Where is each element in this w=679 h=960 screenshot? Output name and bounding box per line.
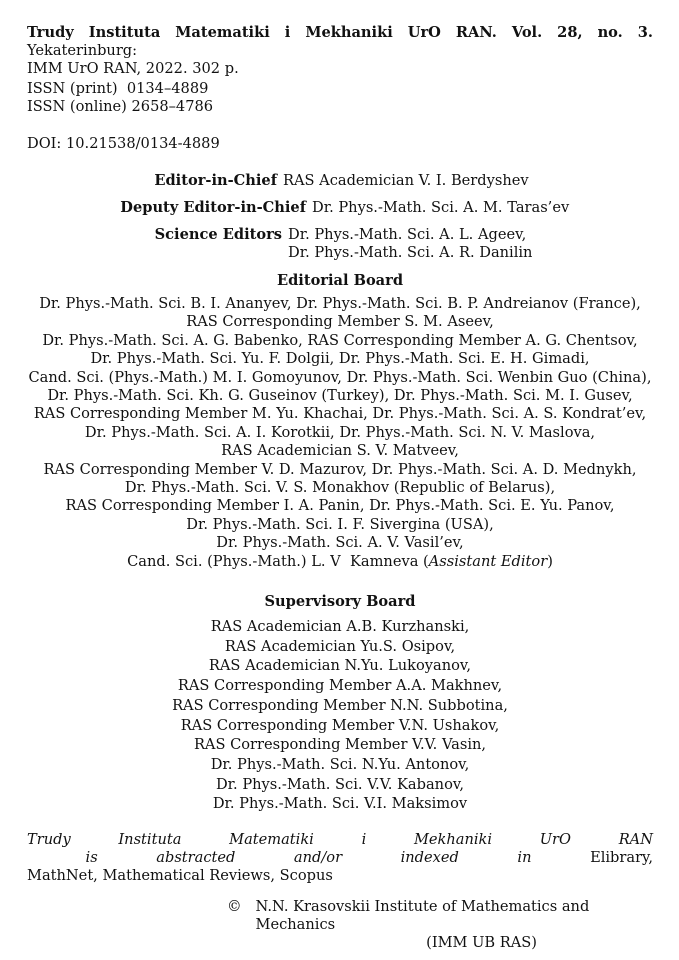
citation-line-2: IMM UrO RAN, 2022. 302 p.: [27, 60, 239, 77]
deputy-editor-row: [27, 199, 653, 217]
doi: DOI: 10.21538/0134-4889: [27, 135, 220, 152]
board-line: Dr. Phys.-Math. Sci. B. I. Ananyev, Dr. Phys.-Math. Sci. B. P. Andreianov (France),: [39, 295, 641, 312]
editor-in-chief-value: RAS Academician V. I. Berdyshev: [283, 172, 529, 189]
science-editors-row: [27, 226, 653, 262]
indexing-line-2: MathNet, Mathematical Reviews, Scopus: [27, 867, 333, 884]
publication-place: Yekaterinburg:: [27, 42, 138, 59]
board-line: Cand. Sci. (Phys.-Math.) M. I. Gomoyunov, Dr. Phys.-Math. Sci. Wenbin Guo (China),: [28, 368, 652, 386]
journal-citation: Trudy Instituta Matematiki i Mekhaniki UrO RAN. Vol. 28, no. 3.: [27, 24, 653, 41]
board-line: Dr. Phys.-Math. Sci. A. V. Vasil’ev,: [216, 534, 464, 552]
board-line: RAS Corresponding Member M. Yu. Khachai, Dr. Phys.-Math. Sci. A. S. Kondrat’ev,: [33, 405, 647, 423]
indexing-databases-start: Elibrary,: [590, 849, 653, 866]
supervisory-line: RAS Corresponding Member A.A. Makhnev,: [177, 677, 503, 695]
editorial-board-title: Editorial Board: [276, 272, 404, 289]
editor-in-chief-label: Editor-in-Chief: [154, 172, 277, 189]
assistant-editor-close: ): [547, 552, 553, 570]
supervisory-line: Dr. Phys.-Math. Sci. V.V. Kabanov,: [215, 775, 465, 793]
supervisory-board-title: Supervisory Board: [264, 593, 416, 610]
supervisory-line: Dr. Phys.-Math. Sci. V.I. Maksimov: [212, 795, 468, 813]
supervisory-line: RAS Academician N.Yu. Lukoyanov,: [208, 657, 472, 675]
board-line: Dr. Phys.-Math. Sci. A. I. Korotkii, Dr. Phys.-Math. Sci. N. V. Maslova,: [84, 423, 596, 441]
issn-online: ISSN (online) 2658–4786: [27, 98, 214, 115]
copyright-abbr: (IMM UB RAS): [426, 934, 537, 951]
supervisory-line: Dr. Phys.-Math. Sci. N.Yu. Antonov,: [210, 755, 470, 773]
copyright-line-1: [227, 898, 653, 934]
board-line: Dr. Phys.-Math. Sci. Kh. G. Guseinov (Turkey), Dr. Phys.-Math. Sci. M. I. Gusev,: [47, 387, 633, 405]
editorial-board-list: [27, 295, 653, 571]
indexing-statement: [27, 831, 653, 885]
indexing-journal-name: Trudy Instituta Matematiki i Mekhaniki UrO RAN: [27, 831, 653, 848]
board-line: Dr. Phys.-Math. Sci. V. S. Monakhov (Republic of Belarus),: [124, 479, 556, 497]
board-line: Dr. Phys.-Math. Sci. I. F. Sivergina (USA),: [186, 515, 494, 533]
supervisory-line: RAS Academician A.B. Kurzhanski,: [210, 618, 470, 635]
assistant-editor-role: Assistant Editor: [428, 552, 548, 570]
supervisory-line: RAS Corresponding Member V.V. Vasin,: [193, 736, 487, 754]
science-editors-label: Science Editors: [154, 226, 282, 243]
editor-in-chief-row: [27, 172, 653, 190]
copyright-institute: N.N. Krasovskii Institute of Mathematics and Mechanics: [255, 898, 590, 933]
issn-block: [27, 80, 213, 116]
copyright-icon: ©: [227, 898, 242, 915]
assistant-editor-name: Cand. Sci. (Phys.-Math.) L. V Kamneva (: [127, 552, 429, 570]
science-editor: Dr. Phys.-Math. Sci. A. L. Ageev,: [288, 226, 527, 243]
deputy-editor-label: Deputy Editor-in-Chief: [120, 199, 306, 216]
indexing-phrase: is abstracted and/or indexed in: [27, 849, 591, 866]
deputy-editor-value: Dr. Phys.-Math. Sci. A. M. Taras’ev: [312, 199, 570, 216]
supervisory-line: RAS Academician Yu.S. Osipov,: [224, 637, 456, 655]
supervisory-line: RAS Corresponding Member N.N. Subbotina,: [172, 696, 508, 714]
board-line: RAS Corresponding Member S. M. Aseev,: [186, 313, 494, 331]
editors-block: [27, 172, 653, 271]
board-line: RAS Corresponding Member I. A. Panin, Dr. Phys.-Math. Sci. E. Yu. Panov,: [65, 497, 615, 515]
science-editor: Dr. Phys.-Math. Sci. A. R. Danilin: [288, 244, 533, 261]
science-editors-list: [288, 226, 532, 262]
board-line-assistant-editor: [27, 553, 653, 571]
citation-block: [27, 24, 653, 78]
board-line: RAS Corresponding Member V. D. Mazurov, Dr. Phys.-Math. Sci. A. D. Mednykh,: [43, 460, 637, 478]
issn-print: ISSN (print) 0134–4889: [27, 80, 209, 97]
citation-line-1: [27, 24, 653, 60]
supervisory-line: RAS Corresponding Member V.N. Ushakov,: [180, 716, 500, 734]
board-line: Dr. Phys.-Math. Sci. A. G. Babenko, RAS Corresponding Member A. G. Chentsov,: [42, 331, 638, 349]
supervisory-board-list: [27, 617, 653, 814]
copyright-block: [227, 898, 653, 952]
indexing-line-1: [27, 831, 653, 867]
board-line: RAS Academician S. V. Matveev,: [221, 442, 459, 460]
board-line: Dr. Phys.-Math. Sci. Yu. F. Dolgii, Dr. Phys.-Math. Sci. E. H. Gimadi,: [90, 350, 590, 368]
